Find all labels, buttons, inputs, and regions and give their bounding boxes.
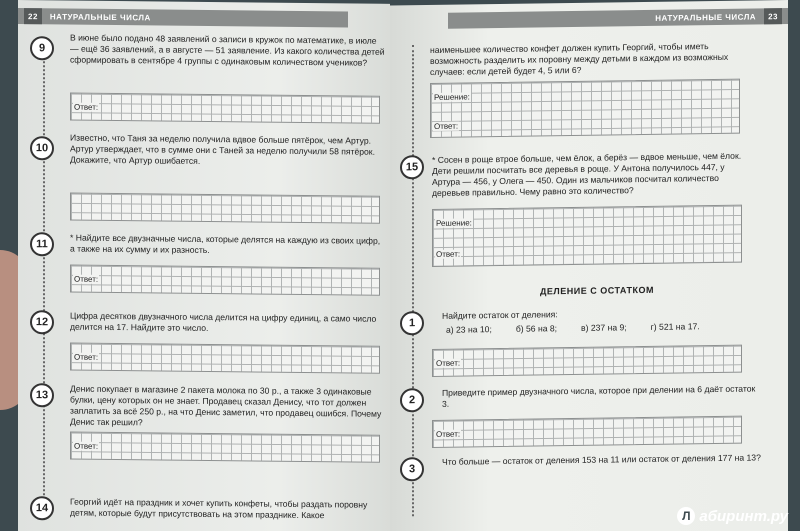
answer-grid[interactable] [70, 193, 380, 224]
book-icon: Л [677, 507, 695, 525]
right-dotted-line [412, 45, 414, 516]
answer-label: Ответ: [74, 352, 99, 362]
watermark-text: абиринт.ру [699, 507, 788, 525]
task-number: 1 [400, 311, 424, 335]
task-text: Приведите пример двузначного числа, которое при делении на 6 даёт остаток 3. [442, 383, 756, 409]
task-14 [30, 496, 385, 522]
task-2 [400, 383, 780, 439]
right-header-title: НАТУРАЛЬНЫЕ ЧИСЛА [655, 11, 757, 23]
solution-label: Решение: [434, 92, 470, 102]
task-text: Цифра десятков двузначного числа делится на цифру единиц, а само число делится на 17. Найдите это число. [70, 310, 377, 333]
answer-label: Ответ: [74, 102, 99, 112]
task-15 [400, 150, 780, 259]
task-10 [30, 132, 385, 169]
task-number: 12 [30, 310, 54, 334]
task-14-continued: наименьшее количество конфет должен купить Георгий, чтобы иметь возможность разделить их поровну между детьми в каждом из возможных случаев: если детей будет 4, 5 или 6? [430, 41, 729, 77]
answer-grid[interactable] [432, 345, 742, 377]
task-number: 2 [400, 388, 424, 412]
task-text: Что больше — остаток от деления 153 на 11 или остаток от деления 177 на 13? [442, 452, 761, 467]
answer-grid[interactable] [70, 93, 380, 124]
answer-label: Ответ: [74, 441, 99, 451]
task-11 [30, 232, 385, 284]
task-text: * Сосен в роще втрое больше, чем ёлок, а берёз — вдвое меньше, чем ёлок. Дети решили посчитать все деревья в роще. У Антона получилось 447, у Артура — 456, у Олега — 450. Один из мальчиков посчитал количество деревьев правильно. Чему равно это количество? [432, 150, 742, 198]
task-number: 10 [30, 136, 54, 160]
left-page-header [18, 8, 348, 27]
answer-grid[interactable] [70, 432, 380, 463]
task-number: 15 [400, 155, 424, 179]
left-page-number: 22 [24, 8, 42, 24]
section-title: ДЕЛЕНИЕ С ОСТАТКОМ [540, 284, 654, 297]
task-3 [400, 452, 780, 476]
task-number: 3 [400, 457, 424, 481]
task-text: * Найдите все двузначные числа, которые делятся на каждую из своих цифр, а также на их сумму и их разность. [70, 232, 381, 256]
options-row [446, 320, 780, 335]
task-text: Известно, что Таня за неделю получила вдвое больше пятёрок, чем Артур. Артур утверждает, что в сумме они с Таней за неделю получили 58 пятёрок. Докажите, что Артур ошибается. [70, 132, 375, 166]
task-number: 14 [30, 496, 54, 520]
answer-grid[interactable] [432, 416, 742, 448]
answer-grid[interactable] [70, 265, 380, 296]
option-g: г) 521 на 17. [650, 321, 700, 332]
right-page-header [448, 8, 788, 29]
task-12 [30, 310, 385, 362]
answer-grid[interactable] [70, 343, 380, 374]
answer-label: Ответ: [436, 429, 461, 439]
answer-label: Ответ: [436, 358, 461, 368]
task-9 [30, 32, 385, 112]
task-13 [30, 383, 385, 451]
answer-label: Ответ: [434, 121, 459, 131]
task-text: Денис покупает в магазине 2 пакета молока по 30 р., а также 3 одинаковые булки, цену которых он не знает. Продавец сказал Денису, что тот должен заплатить за всё 250 р., на что Денис заметил, что продавец ошибся. Почему Денис так решил? [70, 383, 382, 428]
task-number: 9 [30, 36, 54, 60]
left-dotted-line [43, 40, 45, 511]
left-page [18, 0, 390, 531]
solution-grid[interactable] [430, 79, 740, 138]
solution-grid[interactable] [432, 205, 742, 267]
option-a: а) 23 на 10; [446, 324, 492, 335]
answer-label: Ответ: [436, 249, 461, 259]
left-header-title: НАТУРАЛЬНЫЕ ЧИСЛА [49, 11, 151, 22]
task-text: В июне было подано 48 заявлений о записи в кружок по математике, в июле — ещё 36 заявлений, а в августе — 51 заявление. Из какого количества детей сформировать в сентябре 4 группы с одинаковым количеством учеников? [70, 32, 385, 68]
solution-label: Решение: [436, 218, 472, 228]
option-v: в) 237 на 9; [581, 322, 627, 333]
task-1 [400, 306, 780, 368]
option-b: б) 56 на 8; [515, 323, 558, 334]
task-text: Георгий идёт на праздник и хочет купить конфеты, чтобы раздать поровну детям, которые будут присутствовать на этом празднике. Какое [70, 496, 368, 521]
task-number: 11 [30, 232, 54, 256]
answer-label: Ответ: [74, 274, 99, 284]
right-page [390, 0, 788, 531]
task-number: 13 [30, 383, 54, 407]
watermark [677, 507, 788, 525]
task-text: Найдите остаток от деления: [442, 309, 558, 321]
right-page-number: 23 [764, 8, 782, 24]
